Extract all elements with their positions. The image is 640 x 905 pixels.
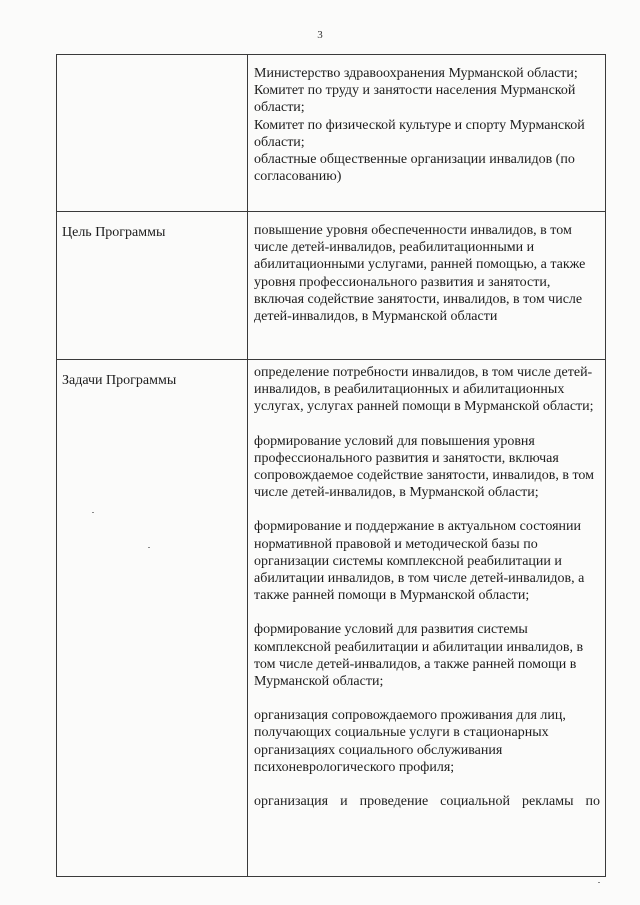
goal-text: повышение уровня обеспеченности инвалидов, в том числе детей-инвалидов, реабилитационными и абилитационными услугами, ранней помощью, а также уровня профессионального развития и занятости, включая содействие занятости, инвалидов, в том числе детей-инвалидов, в Мурманской области xyxy=(254,223,586,325)
scan-speck xyxy=(598,882,600,883)
task-item: формирование условий для повышения уровня профессионального развития и занятости, включая сопровождаемое содействие занятости, инвалидов, в том числе детей-инвалидов, в Мурманской области; xyxy=(254,433,595,501)
executors-label-cell xyxy=(57,55,248,212)
executor-line: Министерство здравоохранения Мурманской области; xyxy=(254,66,578,81)
table-row-executors xyxy=(57,55,606,212)
program-passport-table xyxy=(56,54,606,877)
executors-label xyxy=(57,55,247,67)
task-item: формирование условий для развития системы комплексной реабилитации и абилитации инвалидов, в том числе детей-инвалидов, а также ранней помощи в Мурманской области; xyxy=(254,622,584,690)
executor-line: Комитет по физической культуре и спорту Мурманской области; xyxy=(254,117,585,150)
task-item: формирование и поддержание в актуальном состоянии нормативной правовой и методической базы по организации системы комплексной реабилитации и абилитации инвалидов, в том числе детей-инвалидов, а также ранней помощи в Мурманской области; xyxy=(254,519,585,604)
tasks-label-cell xyxy=(57,360,248,877)
task-item: организация сопровождаемого проживания для лиц, получающих социальные услуги в стационарных организациях социального обслуживания психоневрологического профиля; xyxy=(254,708,566,775)
page-number: 3 xyxy=(317,29,323,41)
scan-speck xyxy=(92,512,94,513)
scan-speck xyxy=(148,547,150,548)
tasks-label: Задачи Программы xyxy=(62,373,177,388)
executor-line: Комитет по труду и занятости населения Мурманской области; xyxy=(254,83,576,116)
goal-content-cell xyxy=(248,212,606,360)
tasks-content-cell xyxy=(248,360,606,877)
executors-content-cell xyxy=(248,55,606,212)
table-row-goal xyxy=(57,212,606,360)
table-row-tasks xyxy=(57,360,606,877)
goal-label: Цель Программы xyxy=(62,225,166,240)
task-item: организация и проведение социальной рекламы по xyxy=(254,794,600,810)
executor-line: областные общественные организации инвалидов (по согласованию) xyxy=(254,152,575,185)
task-item: определение потребности инвалидов, в том числе детей-инвалидов, в реабилитационных и абилитационных услугах, услугах ранней помощи в Мурманской области; xyxy=(254,365,594,415)
goal-label-cell xyxy=(57,212,248,360)
